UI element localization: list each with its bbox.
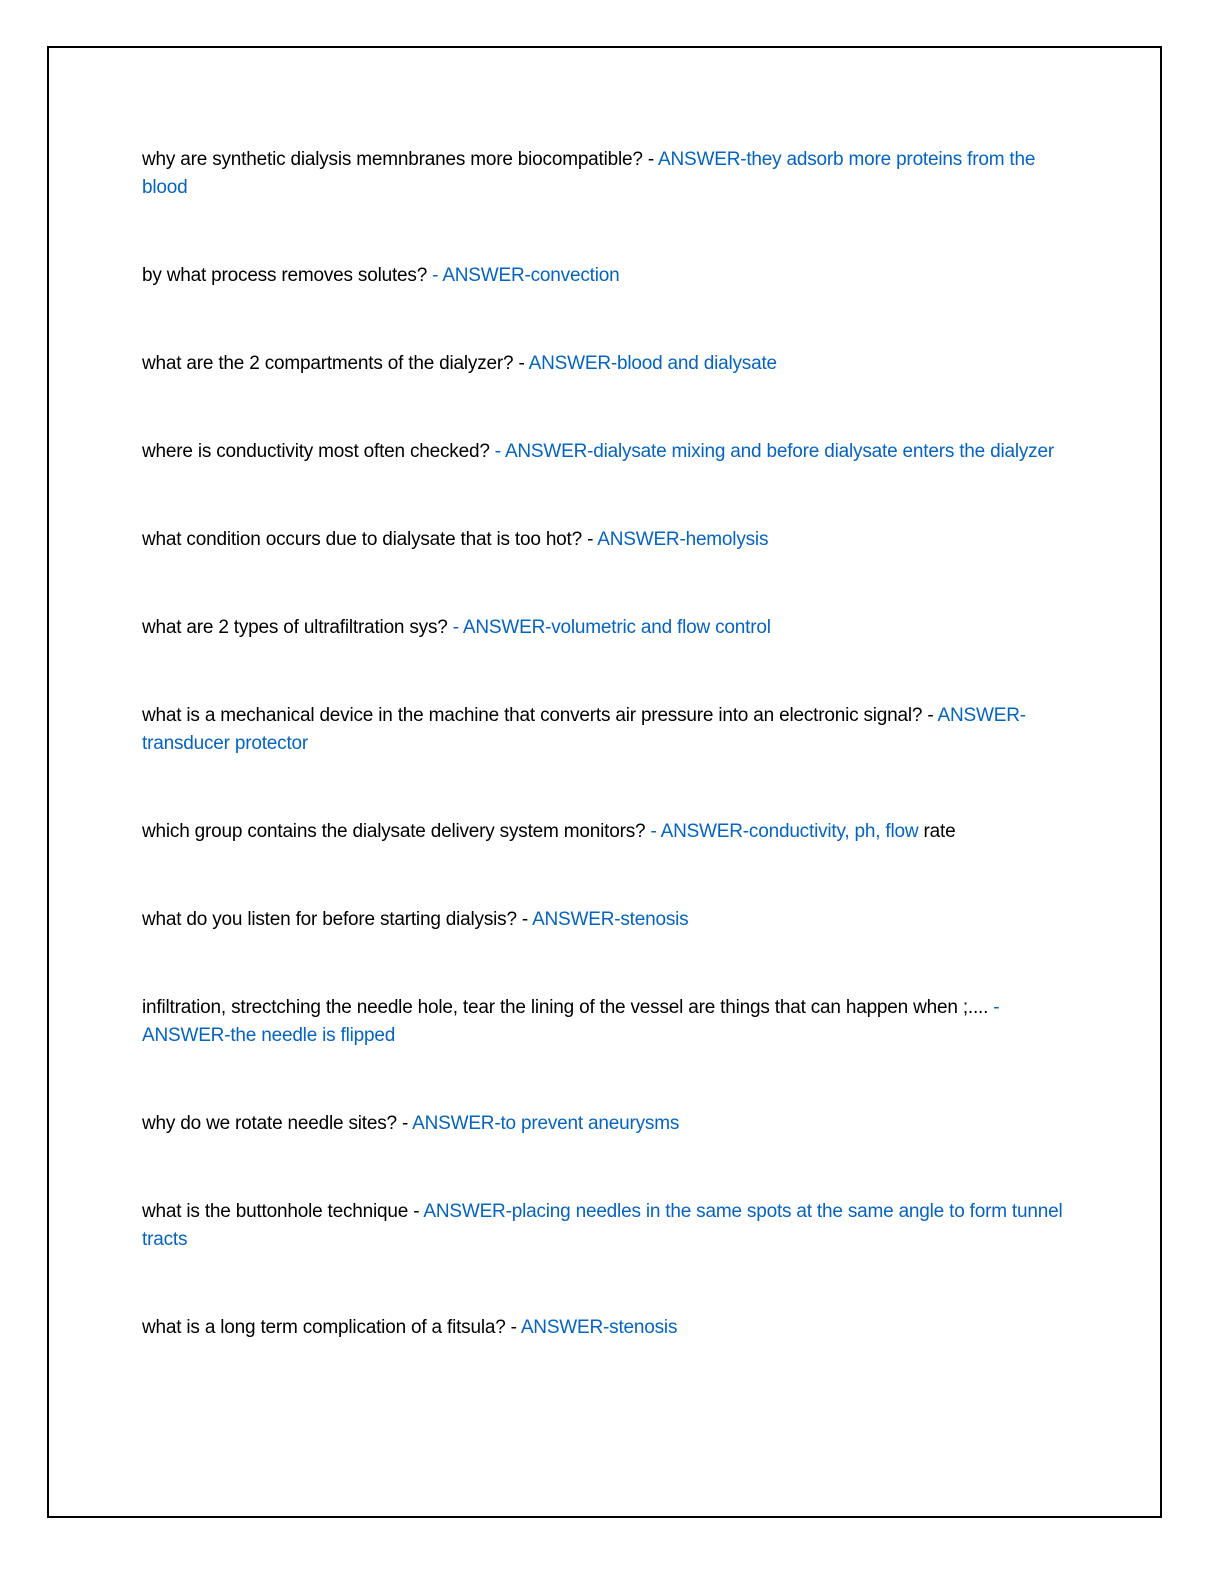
- qa-item: [142, 702, 1082, 758]
- answer-text: - ANSWER-the needle is flipped: [142, 997, 1000, 1046]
- answer-text: - ANSWER-conductivity, ph, flow: [650, 821, 919, 842]
- answer-text: ANSWER-blood and dialysate: [528, 353, 777, 374]
- question-text: where is conductivity most often checked?: [142, 441, 495, 462]
- answer-text: ANSWER-stenosis: [520, 1317, 678, 1338]
- qa-item: [142, 262, 1082, 290]
- question-text: what condition occurs due to dialysate that is too hot? -: [142, 529, 598, 550]
- answer-text: - ANSWER-convection: [432, 265, 620, 286]
- qa-item: [142, 526, 1082, 554]
- qa-item: [142, 438, 1082, 466]
- qa-item: [142, 146, 1082, 202]
- question-text: infiltration, strectching the needle hole, tear the lining of the vessel are things that can happen when ;....: [142, 997, 994, 1018]
- question-text: what are 2 types of ultrafiltration sys?: [142, 617, 453, 638]
- qa-item: [142, 1314, 1082, 1342]
- qa-list: [142, 146, 1082, 1402]
- answer-text: - ANSWER-dialysate mixing and before dialysate enters the dialyzer: [494, 441, 1054, 462]
- answer-text: ANSWER-hemolysis: [597, 529, 769, 550]
- answer-text: - ANSWER-volumetric and flow control: [452, 617, 771, 638]
- question-text: which group contains the dialysate delivery system monitors?: [142, 821, 651, 842]
- answer-text: ANSWER-transducer protector: [142, 705, 1026, 754]
- question-text: what do you listen for before starting dialysis? -: [142, 909, 533, 930]
- answer-text: ANSWER-they adsorb more proteins from the blood: [142, 149, 1036, 198]
- question-text: by what process removes solutes?: [142, 265, 433, 286]
- qa-item: [142, 818, 1082, 846]
- qa-item: [142, 906, 1082, 934]
- answer-text: ANSWER-stenosis: [532, 909, 689, 930]
- qa-item: [142, 614, 1082, 642]
- answer-tail-text: rate: [918, 821, 956, 842]
- answer-text: ANSWER-to prevent aneurysms: [412, 1113, 680, 1134]
- answer-text: ANSWER-placing needles in the same spots at the same angle to form tunnel tracts: [142, 1201, 1063, 1250]
- qa-item: [142, 994, 1082, 1050]
- qa-item: [142, 1198, 1082, 1254]
- question-text: what is the buttonhole technique -: [142, 1201, 424, 1222]
- question-text: why are synthetic dialysis memnbranes more biocompatible? -: [142, 149, 659, 170]
- qa-item: [142, 350, 1082, 378]
- question-text: what is a mechanical device in the machine that converts air pressure into an electronic signal? -: [142, 705, 938, 726]
- question-text: what is a long term complication of a fitsula? -: [142, 1317, 521, 1338]
- question-text: why do we rotate needle sites? -: [142, 1113, 413, 1134]
- qa-item: [142, 1110, 1082, 1138]
- question-text: what are the 2 compartments of the dialyzer? -: [142, 353, 529, 374]
